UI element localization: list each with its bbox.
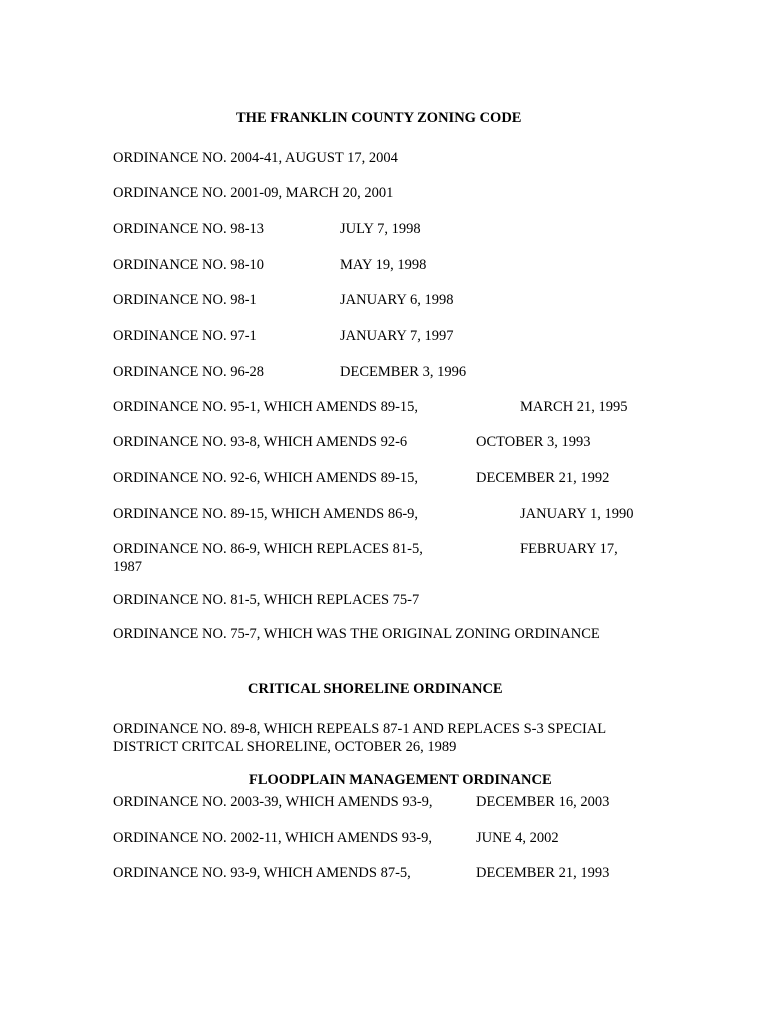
document-title: THE FRANKLIN COUNTY ZONING CODE — [236, 110, 522, 126]
ordinance-number: ORDINANCE NO. 98-1 — [113, 292, 257, 308]
ordinance-number: ORDINANCE NO. 96-28 — [113, 364, 265, 380]
ordinance-line: ORDINANCE NO. 75-7, WHICH WAS THE ORIGINAL ZONING ORDINANCE — [113, 626, 600, 642]
ordinance-date: MARCH 21, 1995 — [520, 399, 628, 415]
ordinance-date: JANUARY 7, 1997 — [340, 328, 454, 344]
ordinance-number: ORDINANCE NO. 98-10 — [113, 257, 265, 273]
ordinance-date: OCTOBER 3, 1993 — [476, 434, 591, 450]
ordinance-number: ORDINANCE NO. 92-6, WHICH AMENDS 89-15, — [113, 470, 419, 486]
ordinance-number: ORDINANCE NO. 93-8, WHICH AMENDS 92-6 — [113, 434, 408, 450]
ordinance-date-wrap: 1987 — [113, 559, 142, 575]
shoreline-heading: CRITICAL SHORELINE ORDINANCE — [248, 681, 503, 697]
floodplain-ordinance-number: ORDINANCE NO. 2003-39, WHICH AMENDS 93-9, — [113, 794, 433, 810]
ordinance-number: ORDINANCE NO. 89-15, WHICH AMENDS 86-9, — [113, 506, 419, 522]
ordinance-line: ORDINANCE NO. 2004-41, AUGUST 17, 2004 — [113, 150, 398, 166]
ordinance-date: JANUARY 6, 1998 — [340, 292, 454, 308]
ordinance-date: JANUARY 1, 1990 — [520, 506, 634, 522]
ordinance-date: JULY 7, 1998 — [340, 221, 421, 237]
ordinance-line: ORDINANCE NO. 81-5, WHICH REPLACES 75-7 — [113, 592, 420, 608]
ordinance-date: MAY 19, 1998 — [340, 257, 427, 273]
floodplain-ordinance-number: ORDINANCE NO. 2002-11, WHICH AMENDS 93-9, — [113, 830, 432, 846]
ordinance-number: ORDINANCE NO. 95-1, WHICH AMENDS 89-15, — [113, 399, 419, 415]
ordinance-line: ORDINANCE NO. 2001-09, MARCH 20, 2001 — [113, 185, 394, 201]
floodplain-ordinance-date: JUNE 4, 2002 — [476, 830, 559, 846]
floodplain-heading: FLOODPLAIN MANAGEMENT ORDINANCE — [249, 772, 552, 788]
floodplain-ordinance-date: DECEMBER 21, 1993 — [476, 865, 610, 881]
ordinance-date: DECEMBER 21, 1992 — [476, 470, 610, 486]
shoreline-ordinance-line-2: DISTRICT CRITCAL SHORELINE, OCTOBER 26, 1989 — [113, 739, 457, 755]
ordinance-date: FEBRUARY 17, — [520, 541, 618, 557]
shoreline-ordinance-line-1: ORDINANCE NO. 89-8, WHICH REPEALS 87-1 AND REPLACES S-3 SPECIAL — [113, 721, 607, 737]
ordinance-number: ORDINANCE NO. 97-1 — [113, 328, 257, 344]
ordinance-date: DECEMBER 3, 1996 — [340, 364, 467, 380]
floodplain-ordinance-number: ORDINANCE NO. 93-9, WHICH AMENDS 87-5, — [113, 865, 411, 881]
ordinance-number: ORDINANCE NO. 98-13 — [113, 221, 265, 237]
floodplain-ordinance-date: DECEMBER 16, 2003 — [476, 794, 610, 810]
ordinance-number: ORDINANCE NO. 86-9, WHICH REPLACES 81-5, — [113, 541, 423, 557]
